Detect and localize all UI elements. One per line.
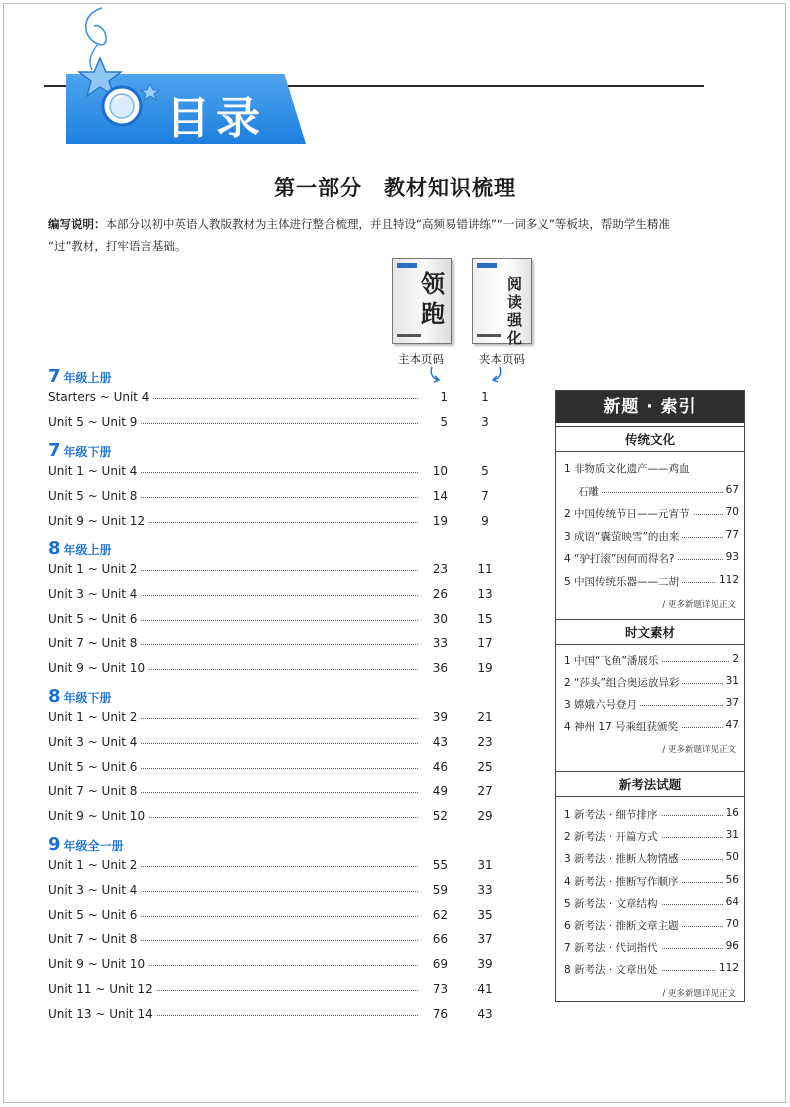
index-item-label: 4 神州 17 号乘组获颁奖 — [564, 719, 681, 734]
grade-number: 7 — [48, 440, 61, 461]
sidebar-index-item[interactable] — [564, 851, 739, 871]
index-item-label: 3 成语“囊萤映雪”的由来 — [564, 529, 682, 544]
sidebar-section-title: 传统文化 — [556, 426, 744, 452]
toc-row[interactable] — [48, 809, 500, 829]
index-item-label: 3 嫦娥六号登月 — [564, 697, 640, 712]
unit-range: Unit 7 ~ Unit 8 — [48, 784, 141, 798]
unit-range: Unit 9 ~ Unit 10 — [48, 957, 149, 971]
unit-range: Unit 5 ~ Unit 6 — [48, 760, 141, 774]
unit-range: Unit 7 ~ Unit 8 — [48, 932, 141, 946]
insert-page-number: 37 — [477, 932, 493, 947]
toc-row[interactable] — [48, 908, 500, 928]
unit-range: Unit 5 ~ Unit 8 — [48, 489, 141, 503]
unit-range: Unit 1 ~ Unit 2 — [48, 858, 141, 872]
curved-arrow-icon — [428, 365, 444, 385]
toc-row[interactable] — [48, 661, 500, 681]
unit-range: Unit 1 ~ Unit 4 — [48, 464, 141, 478]
index-item-page: 77 — [723, 529, 739, 541]
main-page-number: 5 — [418, 415, 448, 429]
index-item-label: 5 中国传统乐器——二胡 — [564, 574, 682, 589]
main-page-number: 43 — [418, 735, 448, 749]
new-question-index — [555, 390, 745, 1002]
index-item-page: 112 — [716, 574, 739, 586]
sidebar-section-title: 新考法试题 — [556, 771, 744, 797]
insert-page-number: 15 — [477, 611, 493, 626]
sidebar-index-item[interactable] — [564, 574, 739, 594]
unit-range: Unit 3 ~ Unit 4 — [48, 735, 141, 749]
more-in-text-note: / 更多新题详见正文 — [662, 988, 736, 999]
cover-bar — [477, 334, 501, 337]
cover-bar — [397, 334, 421, 337]
sidebar-index-item[interactable] — [564, 529, 739, 549]
index-item-page: 2 — [729, 653, 739, 665]
main-page-number: 76 — [418, 1007, 448, 1021]
grade-heading — [48, 366, 112, 387]
index-item-label: 7 新考法 · 代词指代 — [564, 940, 661, 955]
main-page-number: 30 — [418, 612, 448, 626]
grade-heading — [48, 440, 112, 461]
insert-page-number: 43 — [477, 1006, 493, 1021]
part-title: 第一部分 教材知识梳理 — [274, 176, 516, 200]
grade-text: 年级下册 — [63, 691, 112, 705]
toc-row[interactable] — [48, 858, 500, 878]
main-page-number: 62 — [418, 908, 448, 922]
toc-row[interactable] — [48, 562, 500, 582]
sidebar-index-item[interactable] — [564, 829, 739, 849]
insert-page-number: 27 — [477, 784, 493, 799]
main-page-number: 10 — [418, 464, 448, 478]
insert-page-number: 11 — [477, 562, 493, 576]
unit-range: Unit 9 ~ Unit 10 — [48, 809, 149, 823]
toc-row[interactable] — [48, 636, 500, 656]
unit-range: Unit 11 ~ Unit 12 — [48, 982, 157, 996]
insert-page-number: 31 — [477, 858, 493, 872]
intro-line-2: “过”教材，打牢语言基础。 — [48, 239, 187, 253]
index-item-label: 1 新考法 · 细节排序 — [564, 807, 661, 822]
sidebar-index-item[interactable] — [564, 506, 739, 526]
unit-range: Unit 5 ~ Unit 6 — [48, 612, 141, 626]
main-book-cover — [392, 258, 452, 344]
insert-page-number: 1 — [481, 390, 489, 404]
grade-text: 年级上册 — [63, 543, 112, 557]
insert-page-number: 3 — [481, 414, 489, 429]
intro-label: 编写说明： — [48, 217, 106, 231]
toc-row[interactable] — [48, 514, 500, 534]
sidebar-index-item[interactable] — [564, 653, 739, 673]
toc-row[interactable] — [48, 390, 500, 410]
more-in-text-note: / 更多新题详见正文 — [662, 745, 736, 755]
sidebar-index-item[interactable] — [564, 697, 739, 717]
toc-row[interactable] — [48, 982, 500, 1002]
sidebar-index-item[interactable] — [564, 918, 739, 938]
index-item-label: 2 新考法 · 开篇方式 — [564, 829, 661, 844]
main-page-number: 73 — [418, 982, 448, 996]
main-page-number: 49 — [418, 784, 448, 798]
index-item-label: 1 中国“飞鱼”潘展乐 — [564, 653, 661, 668]
grade-number: 7 — [48, 366, 61, 387]
toc-row[interactable] — [48, 957, 500, 977]
index-item-label: 石雕 — [578, 484, 602, 499]
insert-page-number: 25 — [477, 759, 493, 774]
sidebar-index-item[interactable] — [564, 807, 739, 827]
index-item-page: 93 — [723, 551, 739, 563]
index-item-page: 70 — [723, 506, 739, 518]
index-item-label: 2 “莎头”组合奥运放异彩 — [564, 675, 682, 690]
grade-number: 8 — [48, 686, 61, 707]
unit-range: Unit 13 ~ Unit 14 — [48, 1007, 157, 1021]
main-page-number: 33 — [418, 636, 448, 650]
unit-range: Unit 5 ~ Unit 9 — [48, 415, 141, 429]
index-item-label: 8 新考法 · 文章出处 — [564, 962, 661, 977]
toc-title: 目录 — [166, 93, 266, 144]
sidebar-index-item[interactable] — [564, 874, 739, 894]
index-item-label: 2 中国传统节日——元宵节 — [564, 506, 693, 521]
intro-line-1: 本部分以初中英语人教版教材为主体进行整合梳理，并且特设“高频易错讲练”“一词多义”等板块，帮助学生精准 — [105, 217, 670, 231]
grade-text: 年级全一册 — [63, 839, 124, 853]
more-in-text-note: / 更多新题详见正文 — [662, 600, 736, 610]
sidebar-index-item[interactable] — [564, 896, 739, 916]
grade-number: 8 — [48, 538, 61, 559]
insert-book-cover — [472, 258, 532, 347]
insert-page-number: 5 — [481, 464, 489, 478]
main-page-number: 26 — [418, 587, 448, 601]
index-item-label: 5 新考法 · 文章结构 — [564, 896, 661, 911]
main-page-number: 39 — [418, 710, 448, 724]
index-item-page: 96 — [723, 940, 739, 952]
main-page-number: 19 — [418, 514, 448, 528]
main-page-number: 66 — [418, 932, 448, 946]
main-page-number: 23 — [418, 562, 448, 576]
grade-heading — [48, 538, 112, 559]
unit-range: Starters ~ Unit 4 — [48, 390, 153, 404]
unit-range: Unit 1 ~ Unit 2 — [48, 562, 141, 576]
toc-row[interactable] — [48, 883, 500, 903]
sidebar-index-item[interactable] — [578, 484, 739, 504]
main-page-label: 主本页码 — [398, 352, 444, 366]
toc-row[interactable] — [48, 760, 500, 780]
index-item-page: 67 — [723, 484, 739, 496]
cover-logo — [477, 263, 497, 268]
sidebar-title: 新题 · 索引 — [556, 391, 744, 423]
main-page-number: 52 — [418, 809, 448, 823]
grade-text: 年级上册 — [63, 371, 112, 385]
main-page-number: 59 — [418, 883, 448, 897]
unit-range: Unit 7 ~ Unit 8 — [48, 636, 141, 650]
grade-heading — [48, 686, 112, 707]
grade-text: 年级下册 — [63, 445, 112, 459]
intro-text — [48, 213, 748, 257]
sidebar-index-item[interactable] — [564, 675, 739, 695]
toc-row[interactable] — [48, 784, 500, 804]
sidebar-index-item[interactable] — [564, 719, 739, 739]
main-page-number: 69 — [418, 957, 448, 971]
index-item-page: 64 — [723, 896, 739, 908]
index-item-label: 3 新考法 · 推断人物情感 — [564, 851, 682, 866]
index-item-page: 50 — [723, 851, 739, 863]
toc-row[interactable] — [48, 710, 500, 730]
index-item-page: 31 — [723, 675, 739, 687]
main-page-number: 1 — [418, 390, 448, 404]
sidebar-index-item[interactable] — [564, 962, 739, 982]
index-item-label: 4 “驴打滚”因何而得名? — [564, 551, 677, 566]
index-item-page: 16 — [723, 807, 739, 819]
main-page-number: 46 — [418, 760, 448, 774]
index-item-label: 1 非物质文化遗产——鸡血 — [564, 461, 693, 476]
insert-page-number: 19 — [477, 661, 493, 676]
grade-heading — [48, 834, 124, 855]
index-item-label: 4 新考法 · 推断写作顺序 — [564, 874, 682, 889]
main-page-number: 55 — [418, 858, 448, 872]
insert-page-number: 21 — [477, 710, 493, 724]
insert-page-number: 17 — [477, 636, 493, 651]
sidebar-index-item[interactable] — [564, 551, 739, 571]
insert-page-number: 29 — [477, 809, 493, 824]
toc-row[interactable] — [48, 612, 500, 632]
main-page-number: 36 — [418, 661, 448, 675]
toc-row[interactable] — [48, 587, 500, 607]
grade-number: 9 — [48, 834, 61, 855]
unit-range: Unit 5 ~ Unit 6 — [48, 908, 141, 922]
unit-range: Unit 3 ~ Unit 4 — [48, 587, 141, 601]
insert-book-cover-text: 阅读强化 — [507, 275, 523, 347]
toc-row[interactable] — [48, 735, 500, 755]
cover-logo — [397, 263, 417, 268]
index-item-page: 56 — [723, 874, 739, 886]
insert-page-number: 39 — [477, 957, 493, 972]
index-item-label: 6 新考法 · 推断文章主题 — [564, 918, 682, 933]
index-item-page: 112 — [716, 962, 739, 974]
curved-arrow-icon — [488, 365, 504, 385]
index-item-page: 70 — [723, 918, 739, 930]
toc-row[interactable] — [48, 489, 500, 509]
toc-row[interactable] — [48, 1007, 500, 1027]
index-item-page: 47 — [723, 719, 739, 731]
insert-page-label: 夹本页码 — [479, 352, 525, 366]
star-decoration-icon — [60, 4, 170, 134]
unit-range: Unit 1 ~ Unit 2 — [48, 710, 141, 724]
insert-page-number: 41 — [477, 982, 493, 996]
unit-range: Unit 3 ~ Unit 4 — [48, 883, 141, 897]
insert-page-number: 23 — [477, 734, 493, 749]
insert-page-number: 9 — [481, 513, 489, 528]
unit-range: Unit 9 ~ Unit 10 — [48, 661, 149, 675]
main-book-cover-text: 领跑 — [421, 270, 445, 328]
unit-range: Unit 9 ~ Unit 12 — [48, 514, 149, 528]
sidebar-index-item[interactable] — [564, 940, 739, 960]
main-page-number: 14 — [418, 489, 448, 503]
toc-row[interactable] — [48, 415, 500, 435]
sidebar-section-title: 时文素材 — [556, 619, 744, 645]
sidebar-index-item[interactable] — [564, 461, 739, 481]
insert-page-number: 7 — [481, 488, 489, 503]
insert-page-number: 13 — [477, 586, 493, 601]
insert-page-number: 33 — [477, 882, 493, 897]
toc-row[interactable] — [48, 464, 500, 484]
insert-page-number: 35 — [477, 907, 493, 922]
toc-row[interactable] — [48, 932, 500, 952]
index-item-page: 37 — [723, 697, 739, 709]
index-item-page: 31 — [723, 829, 739, 841]
